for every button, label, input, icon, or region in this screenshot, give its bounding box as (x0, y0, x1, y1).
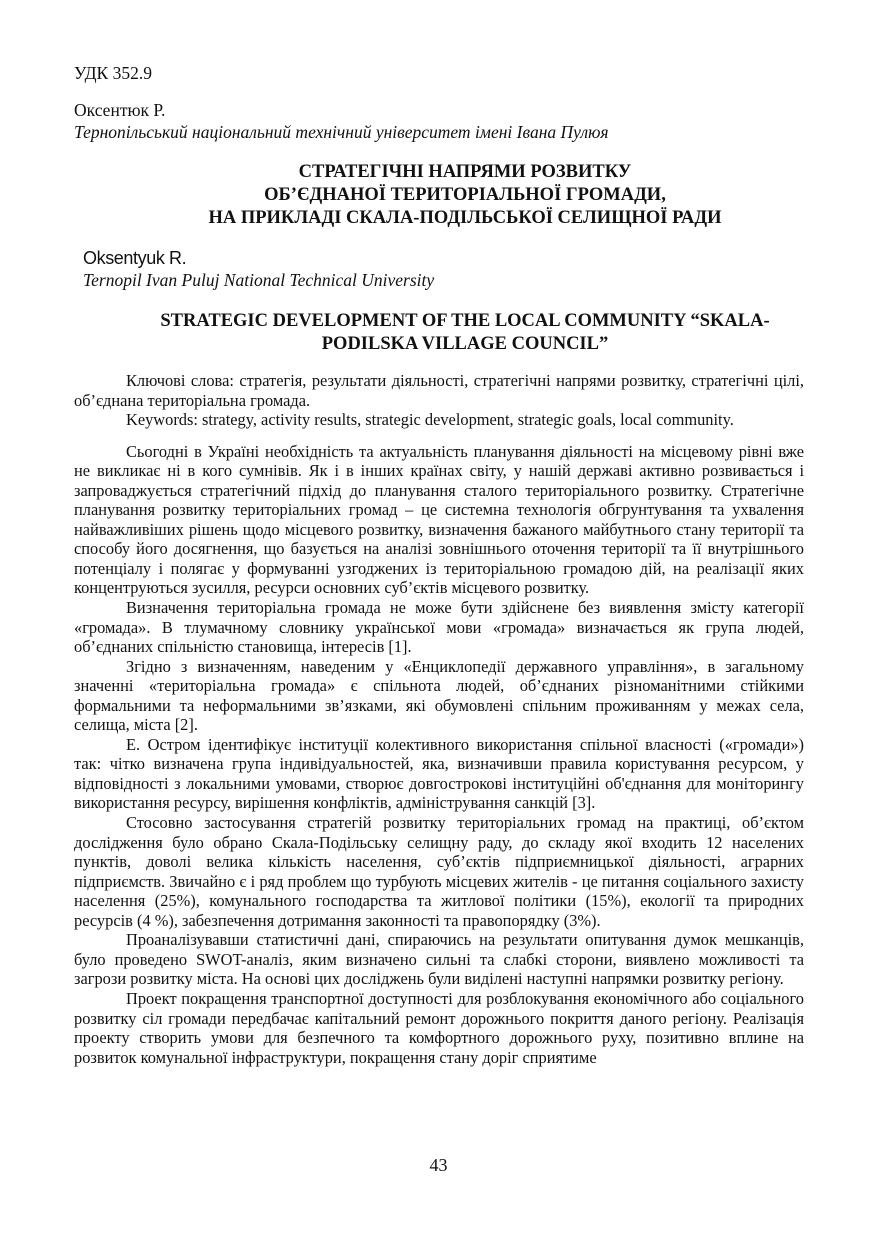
body-paragraph: Сьогодні в Україні необхідність та актуальність планування діяльності на місцевому рівні вже не викликає ні в кого сумнівів. Як і в інших країнах світу, у нашій державі активно розвивається і запроваджується стратегічний підхід до планування сталого територіального розвитку. Стратегічне планування розвитку територіальних громад – це системна технологія обгрунтування та ухвалення найважливіших рішень щодо місцевого розвитку, визначення бажаного майбутнього стану території та способу його досягнення, що базується на аналізі зовнішнього оточення території та її внутрішнього потенціалу і полягає у формуванні узгоджених із територіальною громадою дій, на реалізації яких концентруються зусилля, ресурси основних суб’єктів місцевого розвитку. (74, 441, 804, 598)
affiliation-ua: Тернопільський національний технічний університет імені Івана Пулюя (74, 122, 609, 142)
body-paragraph: Проект покращення транспортної доступності для розблокування економічного або соціального розвитку сіл громади передбачає капітальний ремонт дорожнього покриття даного регіону. Реалізація проекту створить умови для безпечного та комфортного дорожнього руху, позитивно вплине на розвиток комунальної інфраструктури, покращення стану доріг сприятиме (74, 988, 804, 1067)
udk-code: УДК 352.9 (74, 63, 152, 83)
paper-title-en (74, 310, 856, 356)
title-en-line: PODILSKA VILLAGE COUNCIL” (321, 334, 609, 354)
title-ua-line: ОБ’ЄДНАНОЇ ТЕРИТОРІАЛЬНОЇ ГРОМАДИ, (264, 185, 666, 205)
title-ua-line: СТРАТЕГІЧНІ НАПРЯМИ РОЗВИТКУ (298, 162, 632, 182)
page-number: 43 (429, 1155, 448, 1175)
title-ua-line: НА ПРИКЛАДІ СКАЛА-ПОДІЛЬСЬКОЇ СЕЛИЩНОЇ РАДИ (208, 208, 722, 228)
keywords-ua: Ключові слова: стратегія, результати діяльності, стратегічні напрями розвитку, стратегічні цілі, об’єднана територіальна громада. (74, 371, 804, 410)
title-en-line: STRATEGIC DEVELOPMENT OF THE LOCAL COMMUNITY “SKALA- (160, 311, 770, 331)
body-paragraph: Е. Остром ідентифікує інституції колективного використання спільної власності («громади») так: чітко визначена група індивідуальностей, яка, визначивши правила користування ресурсом, у відповідності з локальними умовами, створює довгострокові інституційні об'єднання для моніторингу використання ресурсу, вирішення конфліктів, адміністрування санкцій [3]. (74, 734, 804, 813)
body-paragraph: Згідно з визначенням, наведеним у «Енциклопедії державного управління», в загальному значенні «територіальна громада» є спільнота людей, об’єднаних різноманітними стійкими формальними та неформальними зв’язками, які обумовлені спільним проживанням у межах села, селища, міста [2]. (74, 656, 804, 735)
author-name-en: Oksentyuk R. (83, 248, 187, 268)
keywords-en: Keywords: strategy, activity results, strategic development, strategic goals, local community. (126, 410, 734, 430)
body-paragraph: Проаналізувавши статистичні дані, спираючись на результати опитування думок мешканців, було проведено SWOT-аналіз, яким визначено сильні та слабкі сторони, виявлено можливості та загрози розвитку міста. На основі цих досліджень були виділені наступні напрямки розвитку регіону. (74, 930, 804, 989)
paper-title-ua (74, 161, 856, 230)
affiliation-en: Ternopil Ivan Puluj National Technical University (83, 270, 435, 290)
author-name-ua: Оксентюк Р. (74, 100, 166, 120)
body-paragraph: Стосовно застосування стратегій розвитку територіальних громад на практиці, об’єктом дослідження було обрано Скала-Подільську селищну раду, до складу якої входить 12 населених пунктів, доволі велика кількість населення, суб’єктів підприємницької діяльності, аграрних підприємств. Звичайно є і ряд проблем що турбують місцевих жителів - це питання соціального захисту населення (25%), комунального господарства та житлової політики (15%), екології та природних ресурсів (4 %), забезпечення дотримання законності та правопорядку (3%). (74, 813, 804, 930)
article-body (74, 371, 804, 1067)
body-paragraph: Визначення територіальна громада не може бути здійснене без виявлення змісту категорії «громада». В тлумачному словнику української мови «громада» визначається як група людей, об’єднаних спільністю становища, інтересів [1]. (74, 598, 804, 657)
